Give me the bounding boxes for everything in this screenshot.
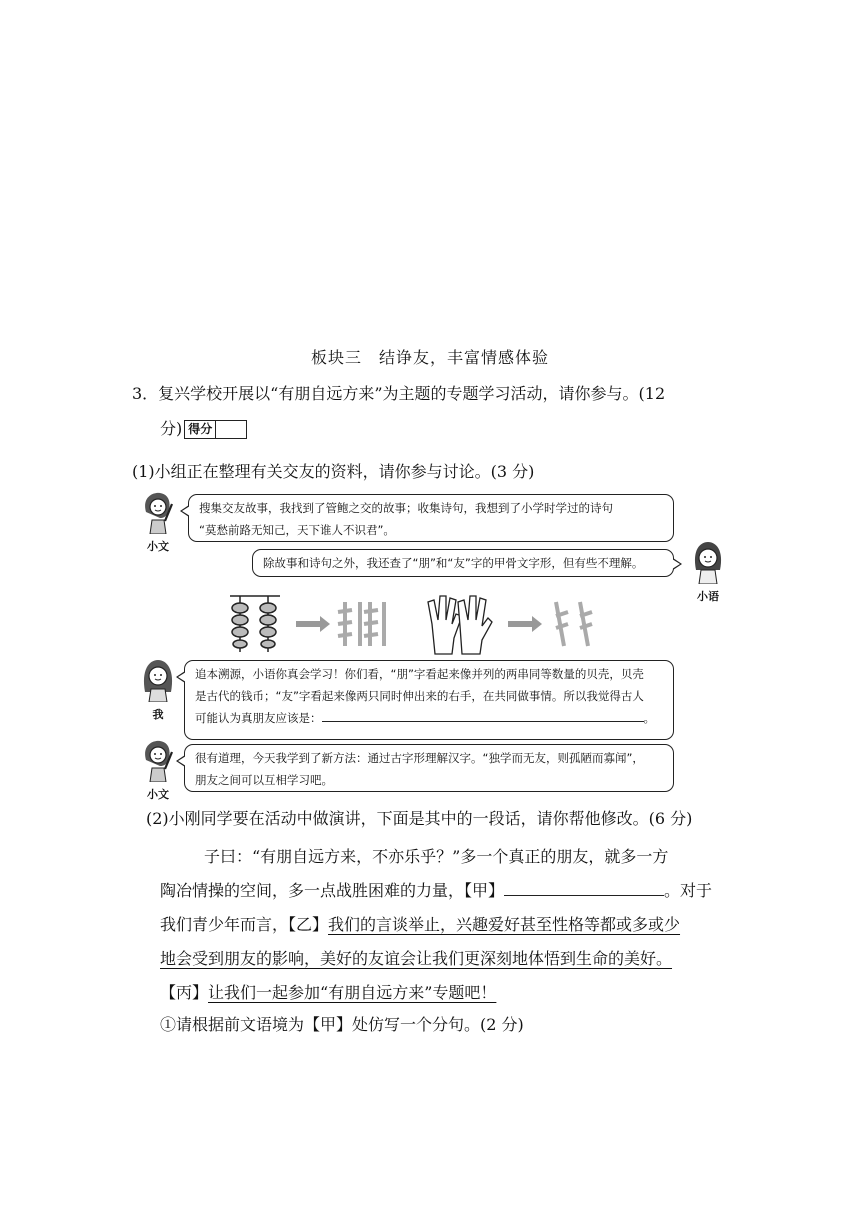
speech-bubble-xiaoyu <box>252 549 674 577</box>
oracle-bone-characters-image <box>220 588 620 658</box>
bubble-line: 追本溯源，小语你真会学习！你们看，“朋”字看起来像并列的两串同等数量的贝壳，贝壳 <box>195 667 644 681</box>
score-label: 得分 <box>185 421 216 438</box>
score-box[interactable] <box>184 420 247 439</box>
part1-prompt: (1)小组正在整理有关交友的资料，请你参与讨论。(3 分) <box>132 462 535 481</box>
speech-paragraph <box>160 840 740 1010</box>
oracle-bone-illustration <box>220 588 620 662</box>
speech-bubble-xiaowen-1 <box>188 494 674 542</box>
score-cell[interactable] <box>216 421 246 438</box>
section-title: 板块三 结诤友，丰富情感体验 <box>310 348 549 367</box>
underlined-sentence-yi: 我们的言谈举止，兴趣爱好甚至性格等都或多或少 <box>328 915 681 934</box>
speaker-name: 小语 <box>697 590 719 603</box>
peng-oracle-glyph-icon <box>338 602 384 646</box>
speech-bubble-wo <box>184 660 674 740</box>
girl-raising-hand-icon <box>138 738 178 782</box>
two-hands-icon <box>428 596 492 654</box>
paragraph-text: 我们青少年而言，【乙】 <box>160 915 329 934</box>
girl-icon <box>688 540 728 584</box>
sub-question-1: ①请根据前文语境为【甲】处仿写一个分句。(2 分) <box>160 1015 524 1034</box>
question-line-1: 3．复兴学校开展以“有朋自远方来”为主题的专题学习活动，请你参与。(12 <box>132 384 666 403</box>
avatar-wo <box>138 658 178 722</box>
answer-blank[interactable] <box>322 707 644 722</box>
paragraph-text: 陶冶情操的空间，多一点战胜困难的力量，【甲】 <box>160 881 505 900</box>
speaker-name: 小文 <box>147 788 169 801</box>
underlined-sentence-yi-cont: 地会受到朋友的影响，美好的友谊会让我们更深刻地体悟到生命的美好。 <box>160 949 673 968</box>
part2-prompt: (2)小刚同学要在活动中做演讲，下面是其中的一段话，请你帮他修改。(6 分) <box>146 809 693 828</box>
arrow-icon <box>508 616 542 632</box>
jia-blank[interactable] <box>504 875 664 896</box>
paragraph-line <box>160 908 740 942</box>
bubble-line: 除故事和诗句之外，我还查了“朋”和“友”字的甲骨文字形，但有些不理解。 <box>263 556 644 570</box>
question-line-2 <box>160 418 247 440</box>
bubble-line: 搜集交友故事，我找到了管鲍之交的故事；收集诗句，我想到了小学时学过的诗句 <box>199 501 613 515</box>
avatar-xiaoyu <box>688 540 728 604</box>
avatar-xiaowen-1 <box>138 490 178 554</box>
paragraph-line <box>160 976 740 1010</box>
arrow-icon <box>296 616 330 632</box>
speaker-name: 小文 <box>147 540 169 553</box>
bubble-line: 是古代的钱币；“友”字看起来像两只同时伸出来的右手，在共同做事情。所以我觉得古人 <box>195 689 644 703</box>
bubble-line: “莫愁前路无知己，天下谁人不识君”。 <box>199 523 395 537</box>
avatar-xiaowen-2 <box>138 738 178 802</box>
underlined-sentence-bing: 让我们一起参加“有朋自远方来”专题吧！ <box>208 983 497 1002</box>
speaker-name: 我 <box>152 708 164 721</box>
girl-raising-hand-icon <box>138 490 178 534</box>
question-points-suffix: 分) <box>160 419 183 438</box>
paragraph-line: 子曰：“有朋自远方来，不亦乐乎？”多一个真正的朋友，就多一方 <box>204 847 669 866</box>
paragraph-text: 【丙】 <box>160 983 209 1002</box>
paragraph-text: 。对于 <box>664 881 713 900</box>
bubble-line <box>195 707 663 729</box>
bubble-line: 朋友之间可以互相学习吧。 <box>195 773 333 787</box>
paragraph-line <box>160 874 740 908</box>
speech-bubble-xiaowen-2 <box>184 744 674 792</box>
you-oracle-glyph-icon <box>556 602 592 646</box>
bubble-line: 很有道理，今天我学到了新方法：通过古字形理解汉字。“独学而无友，则孤陋而寡闻”， <box>195 751 644 765</box>
answer-suffix: 。 <box>643 711 655 725</box>
girl-icon <box>138 658 178 702</box>
shell-strings-icon <box>230 596 280 652</box>
answer-prefix: 可能认为真朋友应该是： <box>195 711 322 725</box>
